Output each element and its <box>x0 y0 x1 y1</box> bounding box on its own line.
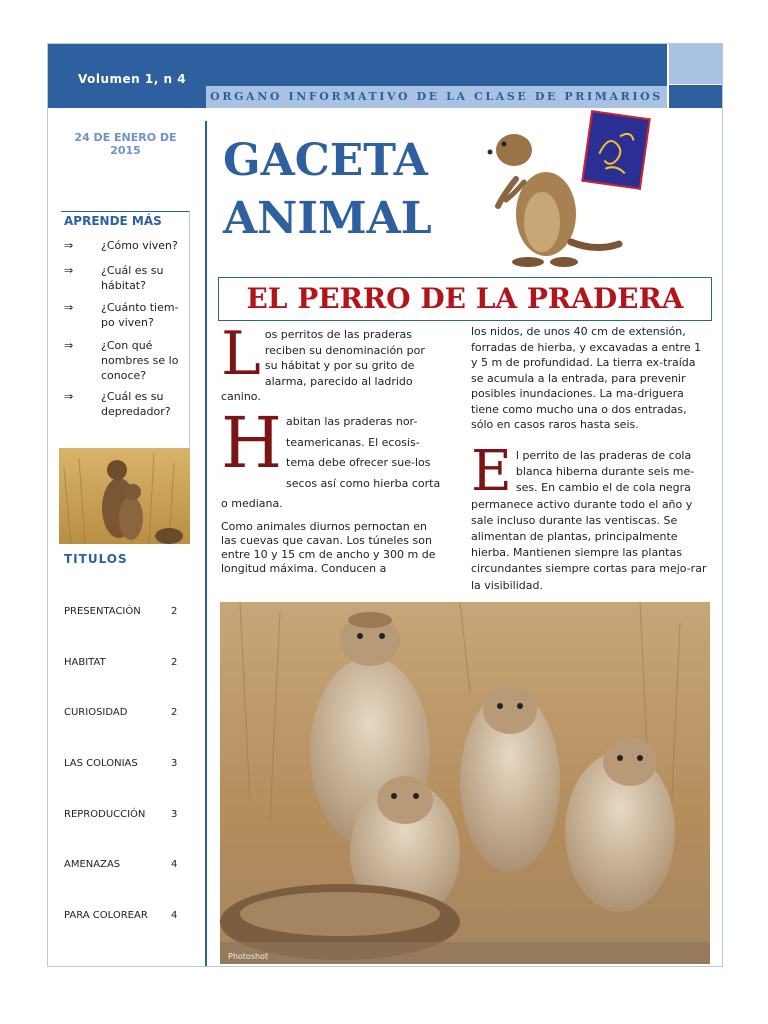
article-paragraph: Habitan las praderas nor-teamericanas. El ecosis-tema debe ofrecer sue-los secos así como hierba corta o mediana. <box>221 402 441 510</box>
article-paragraph: Los perritos de las praderas reciben su denominación por su hábitat y por su grito de alarma, parecido al ladrido canino. <box>221 319 425 403</box>
issue-date: 24 DE ENERO DE 2015 <box>74 131 177 157</box>
volume-label: Volumen 1, n 4 <box>78 72 187 86</box>
toc-item: REPRODUCCIÓN 3 <box>64 809 178 820</box>
toc-item: PARA COLOREAR 4 <box>64 910 178 921</box>
column-divider <box>205 121 207 967</box>
subtitle-band: ORGANO INFORMATIVO DE LA CLASE DE PRIMARIOS <box>206 86 667 108</box>
header-corner-block-dark <box>669 85 723 108</box>
newsletter-page <box>47 43 723 967</box>
titulos-heading: TITULOS <box>64 552 128 566</box>
article-headline: EL PERRO DE LA PRADERA <box>218 277 712 321</box>
article-paragraph: El perrito de las praderas de cola blanca hiberna durante seis me-ses. En cambio el de cola negra permanece activo durante todo el año y sale incluso durante las ventiscas. Se alimentan de plantas, principalmente hierba. Mantienen siempre las plantas circundantes siempre cortas para mejo-rar la visibilidad. <box>471 439 707 592</box>
article-paragraph: Como animales diurnos pernoctan en las cuevas que cavan. Los túneles son entre 10 y 15 cm de ancho y 300 m de longitud máxima. Conducen a <box>221 520 436 575</box>
club-logo <box>581 110 650 190</box>
photo-credit: Photoshot <box>228 952 269 961</box>
prairie-dog-photo-small <box>59 448 190 544</box>
article-paragraph: los nidos, de unos 40 cm de extensión, forradas de hierba, y excavadas a entre 1 y 5 m de profundidad. La tierra ex-traída se acumula a la entrada, para prevenir posibles inundaciones. La ma-driguera tiene como mucho una o dos entradas, sólo en casos raros hasta seis. <box>471 325 702 431</box>
arrow-icon: ⇒ <box>64 301 74 314</box>
ground-squirrels-photo <box>220 602 710 964</box>
drop-cap: E <box>471 439 512 504</box>
aprende-box: APRENDE MÁS ⇒ ¿Cómo viven? ⇒ ¿Cuál es su hábitat? ⇒ ¿Cuánto tiem-po viven? ⇒ ¿Con qué nombres se lo conoce? ⇒ ¿Cuál es su depredador? <box>61 211 190 447</box>
toc-item: LAS COLONIAS 3 <box>64 758 178 769</box>
drop-cap: H <box>221 402 283 484</box>
toc-item: AMENAZAS 4 <box>64 859 178 870</box>
drop-cap: L <box>221 319 261 389</box>
header-corner-block <box>669 44 723 84</box>
toc-item: CURIOSIDAD 2 <box>64 707 178 718</box>
arrow-icon: ⇒ <box>64 339 74 352</box>
masthead-title: GACETA ANIMAL <box>223 135 432 244</box>
arrow-icon: ⇒ <box>64 239 74 252</box>
aprende-title: APRENDE MÁS <box>64 214 162 228</box>
toc-item: HABITAT 2 <box>64 657 178 668</box>
toc-item: PRESENTACIÓN 2 <box>64 606 178 617</box>
arrow-icon: ⇒ <box>64 264 74 277</box>
arrow-icon: ⇒ <box>64 390 74 403</box>
